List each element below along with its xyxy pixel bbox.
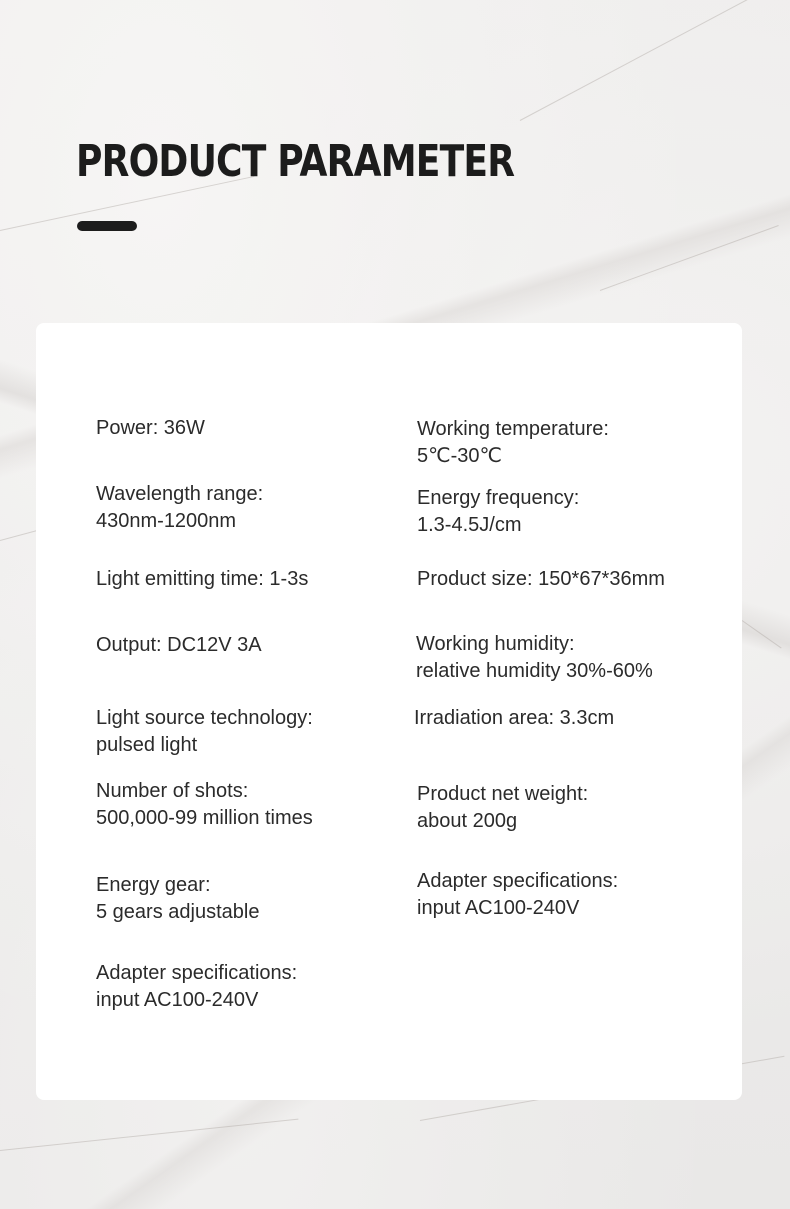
marble-vein — [0, 1119, 298, 1151]
marble-vein — [742, 620, 782, 648]
param-power — [96, 415, 205, 442]
param-value: 500,000-99 million times — [96, 807, 313, 829]
param-value: 5℃-30℃ — [417, 445, 502, 467]
parameter-card — [36, 323, 742, 1100]
param-label: Product size: 150*67*36mm — [417, 568, 665, 590]
param-value: 1.3-4.5J/cm — [417, 514, 522, 536]
param-label: Power: 36W — [96, 417, 205, 439]
param-label: Energy gear: — [96, 874, 211, 896]
param-output — [96, 632, 262, 659]
param-working-temperature — [417, 416, 609, 470]
marble-vein — [520, 0, 759, 121]
param-value: input AC100-240V — [96, 989, 259, 1011]
param-emitting-time — [96, 566, 308, 593]
param-label: Wavelength range: — [96, 483, 264, 505]
param-energy-frequency — [417, 485, 579, 539]
param-label: Energy frequency: — [417, 487, 580, 509]
param-label: Product net weight: — [417, 783, 589, 805]
param-label: Irradiation area: 3.3cm — [414, 707, 615, 729]
param-light-source — [96, 705, 313, 759]
param-energy-gear — [96, 872, 259, 926]
param-value: pulsed light — [96, 734, 198, 756]
param-label: Working humidity: — [416, 633, 575, 655]
param-product-size — [417, 566, 665, 593]
param-value: about 200g — [417, 810, 518, 832]
param-label: Adapter specifications: — [96, 962, 298, 984]
param-value: input AC100-240V — [417, 897, 580, 919]
param-irradiation-area — [414, 705, 614, 732]
param-label: Number of shots: — [96, 780, 249, 802]
title-underline — [77, 221, 137, 231]
param-adapter-right — [417, 868, 618, 922]
param-shots — [96, 778, 313, 832]
param-label: Light source technology: — [96, 707, 313, 729]
param-label: Adapter specifications: — [417, 870, 619, 892]
marble-vein — [600, 225, 779, 291]
param-value: relative humidity 30%-60% — [416, 660, 653, 682]
marble-vein — [0, 530, 39, 541]
page-title: PRODUCT PARAMETER — [76, 136, 515, 187]
param-working-humidity — [416, 631, 653, 685]
param-value: 5 gears adjustable — [96, 901, 260, 923]
param-adapter-left — [96, 960, 297, 1014]
param-value: 430nm-1200nm — [96, 510, 237, 532]
param-net-weight — [417, 781, 588, 835]
param-label: Light emitting time: 1-3s — [96, 568, 309, 590]
param-label: Output: DC12V 3A — [96, 634, 262, 656]
param-wavelength — [96, 481, 263, 535]
param-label: Working temperature: — [417, 418, 609, 440]
